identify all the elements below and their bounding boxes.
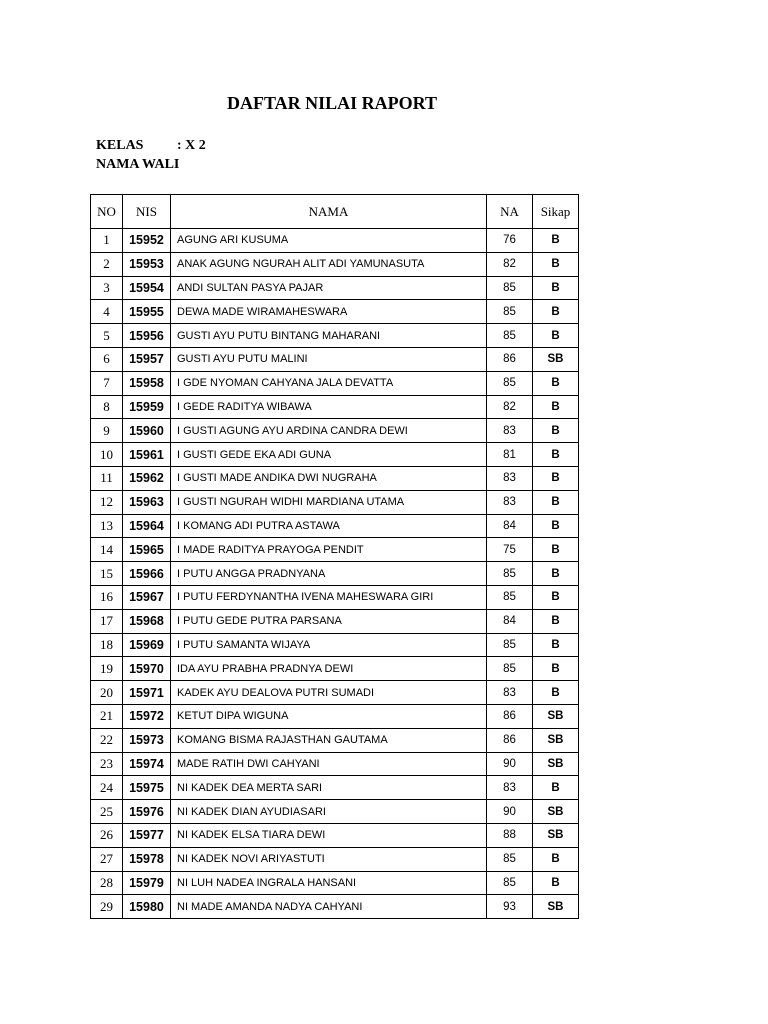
cell-na: 84 [487,609,533,633]
cell-na: 84 [487,514,533,538]
table-row [91,800,579,824]
cell-na: 85 [487,324,533,348]
cell-no: 22 [91,728,123,752]
cell-na: 90 [487,752,533,776]
cell-no: 16 [91,585,123,609]
cell-na: 83 [487,490,533,514]
cell-na: 83 [487,466,533,490]
table-row [91,276,579,300]
cell-sikap: B [533,324,579,348]
grades-table [90,194,579,919]
cell-nama: I PUTU GEDE PUTRA PARSANA [171,609,487,633]
cell-na: 86 [487,704,533,728]
table-row [91,609,579,633]
table-row [91,585,579,609]
cell-na: 83 [487,681,533,705]
cell-no: 13 [91,514,123,538]
cell-nis: 15972 [123,704,171,728]
cell-nis: 15957 [123,347,171,371]
cell-nis: 15973 [123,728,171,752]
cell-nis: 15978 [123,847,171,871]
cell-no: 19 [91,657,123,681]
header-sikap: Sikap [533,195,579,229]
class-info [96,136,206,174]
table-row [91,347,579,371]
cell-no: 9 [91,419,123,443]
table-row [91,728,579,752]
cell-nis: 15975 [123,776,171,800]
homeroom-teacher-row [96,155,206,174]
cell-sikap: B [533,371,579,395]
cell-no: 4 [91,300,123,324]
cell-sikap: SB [533,704,579,728]
cell-nis: 15976 [123,800,171,824]
cell-sikap: B [533,633,579,657]
cell-na: 85 [487,371,533,395]
cell-na: 93 [487,895,533,919]
cell-sikap: B [533,776,579,800]
cell-na: 85 [487,276,533,300]
cell-nis: 15980 [123,895,171,919]
cell-na: 86 [487,347,533,371]
table-row [91,371,579,395]
cell-nis: 15959 [123,395,171,419]
cell-sikap: B [533,538,579,562]
table-row [91,252,579,276]
cell-na: 85 [487,300,533,324]
cell-nis: 15966 [123,562,171,586]
cell-no: 20 [91,681,123,705]
cell-no: 3 [91,276,123,300]
cell-nis: 15961 [123,443,171,467]
header-nama: NAMA [171,195,487,229]
cell-no: 17 [91,609,123,633]
cell-sikap: SB [533,895,579,919]
cell-no: 5 [91,324,123,348]
cell-nama: I MADE RADITYA PRAYOGA PENDIT [171,538,487,562]
cell-nama: AGUNG ARI KUSUMA [171,229,487,253]
cell-nama: NI KADEK NOVI ARIYASTUTI [171,847,487,871]
cell-no: 23 [91,752,123,776]
cell-no: 24 [91,776,123,800]
cell-nis: 15974 [123,752,171,776]
cell-nis: 15963 [123,490,171,514]
cell-na: 88 [487,823,533,847]
table-row [91,895,579,919]
table-row [91,538,579,562]
cell-sikap: B [533,562,579,586]
cell-na: 85 [487,657,533,681]
cell-na: 85 [487,847,533,871]
cell-nis: 15964 [123,514,171,538]
cell-na: 75 [487,538,533,562]
cell-nis: 15968 [123,609,171,633]
cell-nis: 15956 [123,324,171,348]
cell-nama: NI LUH NADEA INGRALA HANSANI [171,871,487,895]
cell-sikap: B [533,609,579,633]
cell-nama: I GDE NYOMAN CAHYANA JALA DEVATTA [171,371,487,395]
cell-na: 82 [487,395,533,419]
cell-na: 85 [487,633,533,657]
cell-na: 90 [487,800,533,824]
cell-nis: 15979 [123,871,171,895]
cell-no: 25 [91,800,123,824]
cell-no: 12 [91,490,123,514]
cell-no: 21 [91,704,123,728]
table-row [91,324,579,348]
table-row [91,443,579,467]
table-row [91,657,579,681]
cell-no: 26 [91,823,123,847]
cell-sikap: B [533,443,579,467]
table-row [91,847,579,871]
cell-nama: MADE RATIH DWI CAHYANI [171,752,487,776]
cell-nama: I GUSTI GEDE EKA ADI GUNA [171,443,487,467]
cell-nis: 15967 [123,585,171,609]
header-nis: NIS [123,195,171,229]
cell-nama: NI MADE AMANDA NADYA CAHYANI [171,895,487,919]
cell-sikap: B [533,276,579,300]
cell-sikap: SB [533,823,579,847]
cell-sikap: B [533,395,579,419]
table-row [91,514,579,538]
cell-no: 10 [91,443,123,467]
cell-no: 7 [91,371,123,395]
cell-no: 6 [91,347,123,371]
table-row [91,776,579,800]
table-row [91,562,579,586]
table-row [91,823,579,847]
table-row [91,633,579,657]
cell-nama: KETUT DIPA WIGUNA [171,704,487,728]
cell-na: 82 [487,252,533,276]
cell-nama: I GUSTI MADE ANDIKA DWI NUGRAHA [171,466,487,490]
cell-na: 86 [487,728,533,752]
table-row [91,871,579,895]
cell-nama: I KOMANG ADI PUTRA ASTAWA [171,514,487,538]
cell-nama: I PUTU SAMANTA WIJAYA [171,633,487,657]
cell-na: 85 [487,871,533,895]
cell-nama: ANAK AGUNG NGURAH ALIT ADI YAMUNASUTA [171,252,487,276]
class-label: KELAS [96,138,144,153]
table-row [91,466,579,490]
cell-nis: 15977 [123,823,171,847]
cell-no: 11 [91,466,123,490]
cell-sikap: B [533,419,579,443]
cell-nama: KOMANG BISMA RAJASTHAN GAUTAMA [171,728,487,752]
cell-nis: 15954 [123,276,171,300]
table-header-row [91,195,579,229]
cell-sikap: B [533,300,579,324]
cell-na: 85 [487,562,533,586]
cell-no: 1 [91,229,123,253]
cell-na: 83 [487,419,533,443]
cell-no: 28 [91,871,123,895]
grades-table-body [91,229,579,919]
cell-nama: GUSTI AYU PUTU MALINI [171,347,487,371]
cell-nama: GUSTI AYU PUTU BINTANG MAHARANI [171,324,487,348]
cell-na: 83 [487,776,533,800]
cell-no: 8 [91,395,123,419]
cell-nama: I PUTU FERDYNANTHA IVENA MAHESWARA GIRI [171,585,487,609]
cell-no: 18 [91,633,123,657]
cell-no: 2 [91,252,123,276]
cell-no: 14 [91,538,123,562]
cell-nis: 15965 [123,538,171,562]
cell-sikap: SB [533,728,579,752]
cell-nis: 15955 [123,300,171,324]
cell-nis: 15960 [123,419,171,443]
cell-sikap: B [533,847,579,871]
homeroom-teacher-label: NAMA WALI [96,157,180,172]
cell-nama: I GEDE RADITYA WIBAWA [171,395,487,419]
cell-nama: IDA AYU PRABHA PRADNYA DEWI [171,657,487,681]
table-row [91,490,579,514]
cell-sikap: B [533,681,579,705]
cell-sikap: B [533,657,579,681]
cell-nis: 15971 [123,681,171,705]
cell-nama: I PUTU ANGGA PRADNYANA [171,562,487,586]
class-row [96,136,206,155]
cell-sikap: SB [533,752,579,776]
cell-sikap: B [533,514,579,538]
cell-nama: NI KADEK DIAN AYUDIASARI [171,800,487,824]
cell-nis: 15958 [123,371,171,395]
header-na: NA [487,195,533,229]
header-no: NO [91,195,123,229]
cell-nama: NI KADEK DEA MERTA SARI [171,776,487,800]
table-row [91,419,579,443]
cell-sikap: B [533,490,579,514]
class-value: : X 2 [177,138,206,153]
table-row [91,395,579,419]
cell-nis: 15970 [123,657,171,681]
cell-sikap: B [533,466,579,490]
cell-na: 76 [487,229,533,253]
cell-sikap: SB [533,347,579,371]
cell-no: 27 [91,847,123,871]
cell-nama: DEWA MADE WIRAMAHESWARA [171,300,487,324]
cell-nama: I GUSTI NGURAH WIDHI MARDIANA UTAMA [171,490,487,514]
cell-nama: I GUSTI AGUNG AYU ARDINA CANDRA DEWI [171,419,487,443]
table-row [91,704,579,728]
cell-nama: NI KADEK ELSA TIARA DEWI [171,823,487,847]
cell-nama: ANDI SULTAN PASYA PAJAR [171,276,487,300]
cell-nis: 15969 [123,633,171,657]
cell-sikap: B [533,229,579,253]
cell-sikap: B [533,252,579,276]
cell-sikap: B [533,871,579,895]
cell-na: 85 [487,585,533,609]
cell-nama: KADEK AYU DEALOVA PUTRI SUMADI [171,681,487,705]
cell-nis: 15962 [123,466,171,490]
cell-nis: 15952 [123,229,171,253]
cell-no: 15 [91,562,123,586]
table-row [91,229,579,253]
table-row [91,752,579,776]
cell-na: 81 [487,443,533,467]
cell-sikap: B [533,585,579,609]
table-row [91,300,579,324]
cell-no: 29 [91,895,123,919]
page-title: DAFTAR NILAI RAPORT [226,93,438,113]
cell-sikap: SB [533,800,579,824]
table-row [91,681,579,705]
cell-nis: 15953 [123,252,171,276]
